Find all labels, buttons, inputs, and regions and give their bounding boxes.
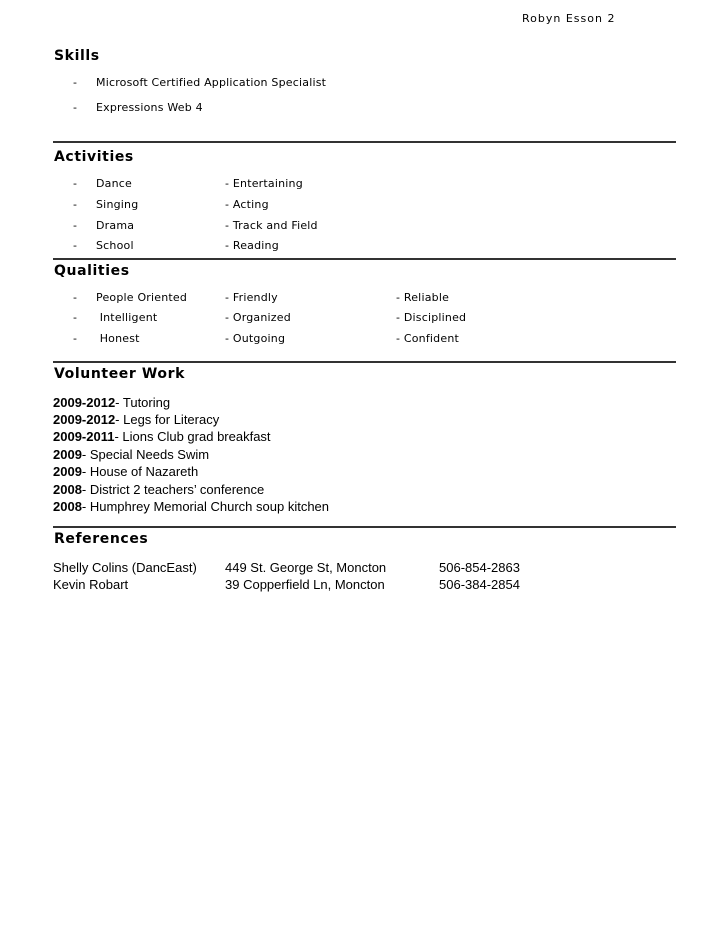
quality-item: Intelligent (96, 311, 158, 324)
activity-item: Singing (96, 198, 139, 211)
bullet-dash: - (73, 76, 77, 89)
reference-address: 449 St. George St, Moncton (225, 560, 387, 575)
activity-item: Drama (96, 219, 135, 232)
bullet-dash: - (73, 311, 77, 324)
quality-item: People Oriented (96, 291, 188, 304)
bullet-dash: - (73, 291, 77, 304)
section-title-volunteer: Volunteer Work (54, 366, 186, 382)
bullet-dash: - (73, 198, 77, 211)
volunteer-entry (53, 412, 219, 427)
volunteer-years: 2008 (53, 482, 82, 497)
reference-name: Shelly Colins (DancEast) (53, 560, 197, 575)
bullet-dash: - (73, 101, 77, 114)
volunteer-entry (53, 482, 264, 497)
quality-item: - Disciplined (396, 311, 467, 324)
section-divider (53, 361, 676, 363)
activity-item: School (96, 239, 134, 252)
volunteer-years: 2009-2011 (53, 429, 115, 444)
reference-address: 39 Copperfield Ln, Moncton (225, 577, 385, 592)
bullet-dash: - (73, 177, 77, 190)
activity-item: Dance (96, 177, 132, 190)
activity-item: - Acting (225, 198, 269, 211)
volunteer-desc: - Special Needs Swim (81, 447, 210, 462)
volunteer-entry (53, 447, 209, 462)
volunteer-entry (53, 464, 198, 479)
volunteer-desc: - Lions Club grad breakfast (114, 429, 271, 444)
activity-item: - Entertaining (225, 177, 303, 190)
section-title-skills: Skills (54, 48, 100, 64)
volunteer-desc: - Legs for Literacy (115, 412, 220, 427)
volunteer-years: 2009 (53, 447, 82, 462)
quality-item: - Organized (225, 311, 291, 324)
page-header-name: Robyn Esson 2 (522, 12, 616, 25)
section-divider (53, 526, 676, 528)
section-title-activities: Activities (54, 149, 134, 165)
volunteer-desc: - House of Nazareth (81, 464, 199, 479)
volunteer-years: 2008 (53, 499, 82, 514)
section-title-references: References (54, 531, 149, 547)
volunteer-entry (53, 429, 271, 444)
volunteer-entry (53, 499, 329, 514)
bullet-dash: - (73, 219, 77, 232)
bullet-dash: - (73, 332, 77, 345)
reference-phone: 506-854-2863 (439, 560, 520, 575)
quality-item: - Outgoing (225, 332, 286, 345)
quality-item: - Friendly (225, 291, 278, 304)
skills-item: Microsoft Certified Application Specialist (96, 76, 327, 89)
activity-item: - Reading (225, 239, 279, 252)
quality-item: - Confident (396, 332, 460, 345)
skills-item: Expressions Web 4 (96, 101, 203, 114)
volunteer-years: 2009-2012 (53, 395, 116, 410)
section-divider (53, 258, 676, 260)
section-divider (53, 141, 676, 143)
volunteer-desc: - Tutoring (115, 395, 171, 410)
volunteer-years: 2009-2012 (53, 412, 116, 427)
quality-item: Honest (96, 332, 140, 345)
quality-item: - Reliable (396, 291, 450, 304)
volunteer-years: 2009 (53, 464, 82, 479)
bullet-dash: - (73, 239, 77, 252)
section-title-qualities: Qualities (54, 263, 130, 279)
activity-item: - Track and Field (225, 219, 318, 232)
volunteer-desc: - Humphrey Memorial Church soup kitchen (81, 499, 330, 514)
reference-phone: 506-384-2854 (439, 577, 520, 592)
volunteer-desc: - District 2 teachers’ conference (81, 482, 265, 497)
reference-name: Kevin Robart (53, 577, 129, 592)
volunteer-entry (53, 395, 170, 410)
